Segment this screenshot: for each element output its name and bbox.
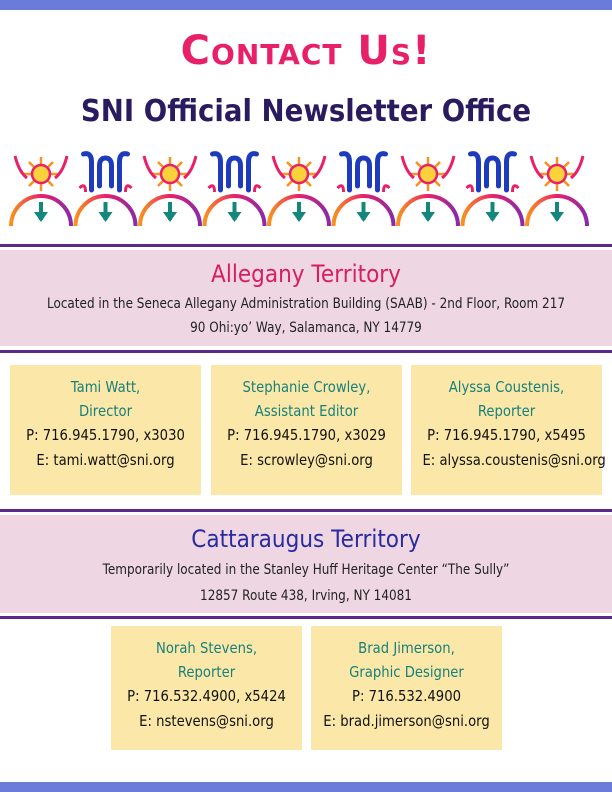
curl-ornament [55,156,67,178]
hook-ornament [378,154,386,190]
arrow-head-ornament [357,212,371,222]
contact-name: Brad Jimerson, [358,639,455,657]
sun-ray-ornament [158,181,163,186]
contact-email[interactable]: E: brad.jimerson@sni.org [323,712,490,730]
contact-name: Stephanie Crowley, [242,378,371,396]
curl-ornament [126,186,132,192]
curl-ornament [513,186,519,192]
sun-ray-ornament [435,181,440,186]
sun-ray-ornament [545,162,550,167]
contact-card [411,365,606,495]
contact-phone: P: 716.532.4900, x5424 [127,687,286,705]
sun-ornament [548,165,566,183]
page-title: Contact Us! [180,28,432,74]
cattaraugus-heading: Cattaraugus Territory [191,525,421,553]
sun-ornament [161,165,179,183]
decorative-ornament-band [0,148,612,234]
contact-role: Director [78,402,133,420]
contact-email[interactable]: E: scrowley@sni.org [240,451,373,469]
curl-ornament [402,156,414,178]
sun-ornament [290,165,308,183]
contact-email[interactable]: E: tami.watt@sni.org [36,451,175,469]
sun-ray-ornament [306,162,311,167]
allegany-top-rule [0,244,612,247]
hook-ornament [342,154,350,190]
contact-name: Norah Stevens, [155,639,258,657]
sun-ray-ornament [416,162,421,167]
hook-ornament [471,154,479,190]
hook-ornament [84,154,92,190]
hook-ornament [249,154,257,190]
curl-ornament [531,156,543,178]
contact-card [211,365,402,495]
arrow-head-ornament [550,212,564,222]
contact-email[interactable]: E: nstevens@sni.org [139,712,274,730]
sun-ray-ornament [306,181,311,186]
cattaraugus-location: Temporarily located in the Stanley Huff Heritage Center “The Sully” [102,562,510,578]
contact-role: Reporter [477,402,536,420]
sun-ornament [32,165,50,183]
curl-ornament [384,186,390,192]
contact-role: Graphic Designer [349,663,464,681]
cattaraugus-band [0,515,612,613]
sun-ray-ornament [48,181,53,186]
sun-ray-ornament [416,181,421,186]
bottom-border [0,782,612,792]
curl-ornament [184,156,196,178]
sun-ray-ornament [564,162,569,167]
sun-ray-ornament [158,162,163,167]
cattaraugus-top-rule [0,509,612,512]
curl-ornament [571,156,583,178]
arrow-head-ornament [34,212,48,222]
sun-ornament [419,165,437,183]
arrow-head-ornament [228,212,242,222]
contact-card [10,365,201,495]
sun-ray-ornament [287,181,292,186]
curl-ornament [255,186,261,192]
allegany-location: Located in the Seneca Allegany Administration Building (SAAB) - 2nd Floor, Room 217 [46,296,566,312]
curl-ornament [338,186,344,192]
curl-ornament [80,186,86,192]
sun-ray-ornament [545,181,550,186]
contact-role: Reporter [177,663,236,681]
cattaraugus-bottom-rule [0,616,612,619]
curl-ornament [144,156,156,178]
hook-ornament [100,158,112,186]
arrow-head-ornament [486,212,500,222]
top-border [0,0,612,10]
contact-card [311,626,502,750]
allegany-address: 90 Ohi:yo’ Way, Salamanca, NY 14779 [190,320,422,336]
contact-card [111,626,302,750]
contact-name: Tami Watt, [70,378,141,396]
curl-ornament [467,186,473,192]
sun-ray-ornament [435,162,440,167]
sun-ray-ornament [48,162,53,167]
arrow-head-ornament [99,212,113,222]
contact-role: Assistant Editor [254,402,359,420]
contact-phone: P: 716.945.1790, x5495 [427,426,586,444]
allegany-heading: Allegany Territory [211,260,401,288]
sun-ray-ornament [564,181,569,186]
curl-ornament [442,156,454,178]
page-subtitle: SNI Official Newsletter Office [80,94,532,129]
contact-phone: P: 716.945.1790, x3029 [227,426,386,444]
arrow-head-ornament [421,212,435,222]
sun-ray-ornament [29,181,34,186]
cattaraugus-address: 12857 Route 438, Irving, NY 14081 [200,588,412,604]
contact-phone: P: 716.945.1790, x3030 [26,426,185,444]
contact-phone: P: 716.532.4900 [352,687,461,705]
curl-ornament [15,156,27,178]
contact-name: Alyssa Coustenis, [448,378,565,396]
allegany-band [0,250,612,346]
sun-ray-ornament [177,181,182,186]
curl-ornament [209,186,215,192]
curl-ornament [273,156,285,178]
hook-ornament [229,158,241,186]
allegany-bottom-rule [0,350,612,353]
arrow-head-ornament [163,212,177,222]
hook-ornament [358,158,370,186]
arrow-head-ornament [292,212,306,222]
hook-ornament [507,154,515,190]
curl-ornament [313,156,325,178]
hook-ornament [213,154,221,190]
sun-ray-ornament [287,162,292,167]
hook-ornament [487,158,499,186]
sun-ray-ornament [29,162,34,167]
sun-ray-ornament [177,162,182,167]
contact-email[interactable]: E: alyssa.coustenis@sni.org [422,451,606,469]
hook-ornament [120,154,128,190]
